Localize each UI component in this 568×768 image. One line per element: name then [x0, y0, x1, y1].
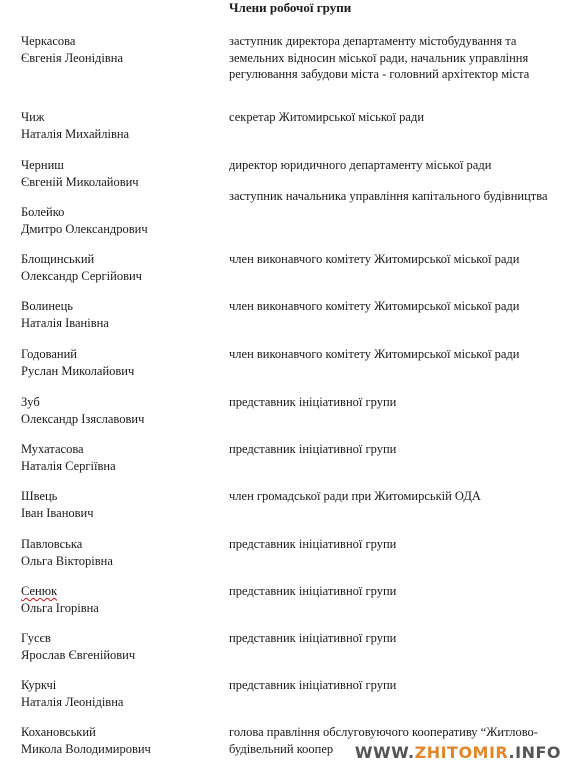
member-given-name: Олександр Сергійович — [21, 268, 142, 283]
member-surname: Мухатасова — [21, 442, 84, 456]
member-given-name: Іван Іванович — [21, 505, 94, 520]
member-name — [21, 394, 144, 427]
member-position: представник ініціативної групи — [229, 584, 397, 598]
member-position: представник ініціативної групи — [229, 442, 397, 456]
member-name — [21, 204, 148, 237]
member-given-name: Євгеній Миколайович — [21, 174, 139, 189]
member-position: представник ініціативної групи — [229, 537, 397, 551]
member-name — [21, 346, 134, 379]
member-name — [21, 109, 129, 142]
member-given-name: Ольга Вікторівна — [21, 553, 113, 568]
member-position: член громадської ради при Житомирській ОДА — [229, 489, 481, 503]
member-given-name: Наталія Іванівна — [21, 315, 109, 330]
member-given-name: Ольга Ігорівна — [21, 600, 99, 615]
member-position: директор юридичного департаменту міської ради — [229, 158, 492, 172]
member-name — [21, 298, 109, 331]
member-position: член виконавчого комітету Житомирської міської ради — [229, 299, 520, 313]
member-surname: Зуб — [21, 395, 40, 409]
member-given-name: Руслан Миколайович — [21, 363, 135, 378]
member-position: заступник директора департаменту містобудування та земельних відносин міської ради, начальник управління регулювання забудови міста - головний архітектор міста — [229, 34, 530, 81]
member-position: представник ініціативної групи — [229, 395, 397, 409]
member-surname: Волинець — [21, 299, 73, 313]
member-position: заступник начальника управління капітального будівництва — [229, 189, 548, 203]
member-surname: Годований — [21, 347, 77, 361]
member-position: член виконавчого комітету Житомирської міської ради — [229, 252, 520, 266]
member-surname: Черниш — [21, 158, 64, 172]
member-name — [21, 724, 151, 757]
member-name — [21, 583, 99, 616]
watermark-suffix: .INFO — [508, 743, 561, 762]
member-given-name: Наталія Михайлівна — [21, 126, 130, 141]
member-name — [21, 677, 123, 710]
member-surname: Гусєв — [21, 631, 51, 645]
member-name — [21, 251, 142, 284]
member-position: голова правління обслуговуючого кооперативу “Житлово-будівельний коопер — [229, 725, 538, 756]
member-surname: Черкасова — [21, 34, 76, 48]
member-name — [21, 536, 113, 569]
member-surname: Павловська — [21, 537, 83, 551]
member-name — [21, 441, 116, 474]
member-given-name: Наталія Леонідівна — [21, 694, 124, 709]
watermark-prefix: WWW. — [354, 743, 415, 762]
member-position: представник ініціативної групи — [229, 678, 397, 692]
member-given-name: Наталія Сергіївна — [21, 458, 116, 473]
member-surname: Швець — [21, 489, 58, 503]
page-title: Члени робочої групи — [229, 0, 352, 15]
member-surname: Чиж — [21, 110, 45, 124]
member-name — [21, 157, 139, 190]
member-given-name: Олександр Ізяславович — [21, 411, 145, 426]
member-position: секретар Житомирської міської ради — [229, 110, 425, 124]
member-given-name: Ярослав Євгенійович — [21, 647, 136, 662]
member-surname: Кохановський — [21, 725, 96, 739]
member-surname: Сенюк — [21, 584, 58, 598]
member-position: член виконавчого комітету Житомирської міської ради — [229, 347, 520, 361]
member-position: представник ініціативної групи — [229, 631, 397, 645]
member-given-name: Євгенія Леонідівна — [21, 50, 124, 65]
member-given-name: Дмитро Олександрович — [21, 221, 148, 236]
member-given-name: Микола Володимирович — [21, 741, 151, 756]
member-name — [21, 33, 123, 66]
watermark-brand: ZHITOMIR — [414, 743, 509, 762]
member-surname: Болейко — [21, 205, 65, 219]
member-name — [21, 488, 94, 521]
member-surname: Куркчі — [21, 678, 57, 692]
member-name — [21, 630, 135, 663]
site-watermark — [352, 744, 564, 762]
member-surname: Блощинський — [21, 252, 95, 266]
